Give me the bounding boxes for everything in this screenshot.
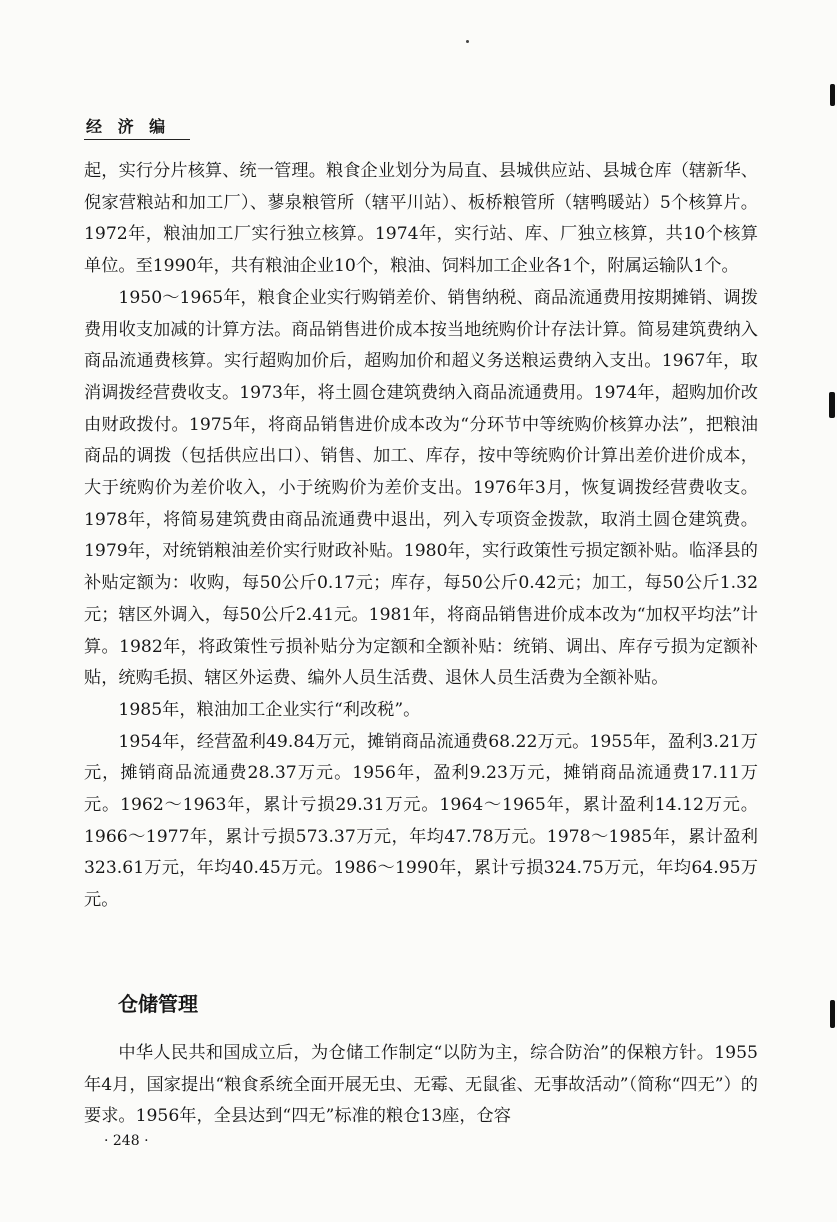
scan-edge-mark [830,84,835,106]
header-rule [84,139,190,140]
page-number: · 248 · [104,1133,149,1149]
paragraph: 1950～1965年，粮食企业实行购销差价、销售纳税、商品流通费用按期摊销、调拨费用收支加减的计算方法。商品销售进价成本按当地统购价计存法计算。简易建筑费纳入商品流通费核算。实行超购加价后，超购加价和超义务送粮运费纳入支出。1967年，取消调拨经营费收支。1973年，将土圆仓建筑费纳入商品流通费用。1974年，超购加价改由财政拨付。1975年，将商品销售进价成本改为“分环节中等统购价核算办法”，把粮油商品的调拨（包括供应出口）、销售、加工、库存，按中等统购价计算出差价进价成本，大于统购价为差价收入，小于统购价为差价支出。1976年3月，恢复调拨经营费收支。1978年，将简易建筑费由商品流通费中退出，列入专项资金拨款，取消土圆仓建筑费。1979年，对统销粮油差价实行财政补贴。1980年，实行政策性亏损定额补贴。临泽县的补贴定额为：收购，每50公斤0.17元；库存，每50公斤0.42元；加工，每50公斤1.32元；辖区外调入，每50公斤2.41元。1981年，将商品销售进价成本改为“加权平均法”计算。1982年，将政策性亏损补贴分为定额和全额补贴：统销、调出、库存亏损为定额补贴，统购毛损、辖区外运费、编外人员生活费、退休人员生活费为全额补贴。 [84,287,758,689]
paragraph: 中华人民共和国成立后，为仓储工作制定“以防为主，综合防治”的保粮方针。1955年4月，国家提出“粮食系统全面开展无虫、无霉、无鼠雀、无事故活动”（简称“四无”）的要求。1956年，全县达到“四无”标准的粮仓13座，仓容 [84,1043,758,1127]
paragraph: 1954年，经营盈利49.84万元，摊销商品流通费68.22万元。1955年，盈利3.21万元，摊销商品流通费28.37万元。1956年，盈利9.23万元，摊销商品流通费17.11万元。1962～1963年，累计亏损29.31万元。1964～1965年，累计盈利14.12万元。1966～1977年，累计亏损573.37万元，年均47.78万元。1978～1985年，累计盈利323.61万元，年均40.45万元。1986～1990年，累计亏损324.75万元，年均64.95万元。 [84,731,758,911]
paragraph: 1985年，粮油加工企业实行“利改税”。 [118,699,421,720]
section-body-text [84,1038,758,1133]
section-heading: 仓储管理 [118,992,198,1016]
running-header: 经 济 编 [86,117,171,136]
scan-edge-mark [830,1000,835,1028]
paragraph: 起，实行分片核算、统一管理。粮食企业划分为局直、县城供应站、县城仓库（辖新华、倪家营粮站和加工厂）、蓼泉粮管所（辖平川站）、板桥粮管所（辖鸭暖站）5个核算片。1972年，粮油加工厂实行独立核算。1974年，实行站、库、厂独立核算，共10个核算单位。至1990年，共有粮油企业10个，粮油、饲料加工企业各1个，附属运输队1个。 [84,161,758,277]
scan-speck [466,40,469,43]
body-text [84,156,758,917]
scan-edge-mark [829,392,835,418]
